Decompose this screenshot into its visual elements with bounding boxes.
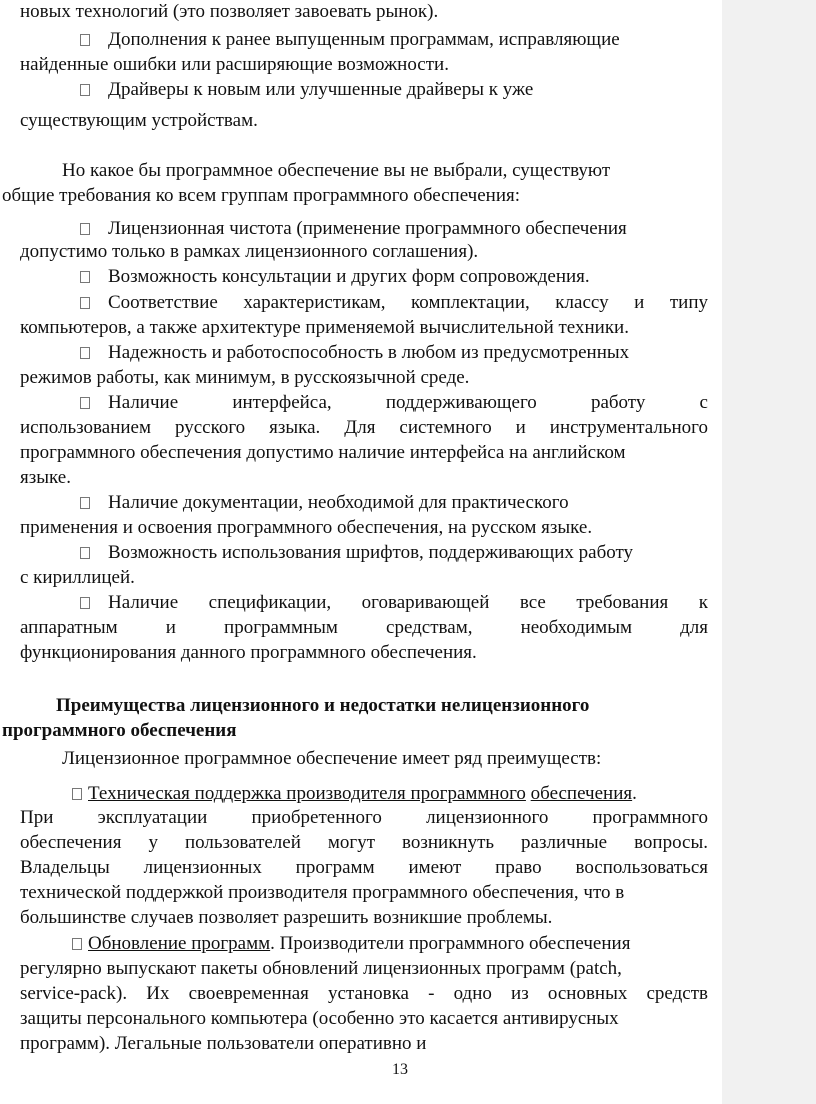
text-line: языке. xyxy=(20,467,71,488)
bullet-item: Соответствие характеристикам, комплектации, классу и типу xyxy=(20,291,708,315)
text-line: регулярно выпускают пакеты обновлений лицензионных программ (patch, xyxy=(20,958,622,979)
text-line: общие требования ко всем группам программного обеспечения: xyxy=(2,185,521,206)
underlined-term: Обновление программ xyxy=(88,933,271,954)
bullet-icon xyxy=(80,84,90,96)
bullet-item: Возможность использования шрифтов, поддерживающих работу xyxy=(80,541,633,565)
text-line: компьютеров, а также архитектуре применяемой вычислительной техники. xyxy=(20,317,629,338)
bullet-item: Надежность и работоспособность в любом из предусмотренных xyxy=(80,341,629,365)
bullet-icon xyxy=(80,297,90,309)
text-line: применения и освоения программного обеспечения, на русском языке. xyxy=(20,517,593,538)
text-line: с кириллицей. xyxy=(20,567,135,588)
bullet-item: Лицензионная чистота (применение программного обеспечения xyxy=(80,217,627,241)
text-line: технической поддержкой производителя программного обеспечения, что в xyxy=(20,882,625,903)
underlined-term: обеспечения xyxy=(530,783,633,804)
bullet-icon xyxy=(72,938,82,950)
text-line: использованием русского языка. Для системного и инструментального xyxy=(20,417,708,438)
bullet-icon xyxy=(80,271,90,283)
text-line: существующим устройствам. xyxy=(20,110,258,131)
bullet-icon xyxy=(80,497,90,509)
text-line: новых технологий (это позволяет завоевать рынок). xyxy=(20,1,439,22)
section-heading: Преимущества лицензионного и недостатки нелицензионного xyxy=(56,695,590,716)
text-line: найденные ошибки или расширяющие возможности. xyxy=(20,54,449,75)
bullet-icon xyxy=(80,347,90,359)
text-line: программ). Легальные пользователи оперативно и xyxy=(20,1033,427,1054)
bullet-icon xyxy=(80,223,90,235)
text-line: режимов работы, как минимум, в русскоязычной среде. xyxy=(20,367,470,388)
text-line: Лицензионное программное обеспечение имеет ряд преимуществ: xyxy=(62,748,602,769)
text-line: большинстве случаев позволяет разрешить возникшие проблемы. xyxy=(20,907,553,928)
text-line: Но какое бы программное обеспечение вы не выбрали, существуют xyxy=(62,160,611,181)
section-heading-continued: программного обеспечения xyxy=(2,720,237,741)
page-number: 13 xyxy=(392,1061,408,1078)
bullet-item: Драйверы к новым или улучшенные драйверы к уже xyxy=(80,78,533,102)
bullet-icon xyxy=(80,597,90,609)
text-line: Владельцы лицензионных программ имеют право воспользоваться xyxy=(20,857,708,878)
bullet-item: Наличие спецификации, оговаривающей все требования к xyxy=(20,591,708,615)
bullet-icon xyxy=(80,34,90,46)
bullet-item: Техническая поддержка производителя программного обеспечения. xyxy=(72,782,637,806)
side-margin-strip xyxy=(722,0,816,1104)
text-line: обеспечения у пользователей могут возникнуть различные вопросы. xyxy=(20,832,708,853)
text-line: аппаратным и программным средствам, необходимым для xyxy=(20,617,708,638)
underlined-term: Техническая поддержка производителя программного xyxy=(88,783,526,804)
text-line: функционирования данного программного обеспечения. xyxy=(20,642,477,663)
bullet-item: Дополнения к ранее выпущенным программам, исправляющие xyxy=(80,28,620,52)
text-line: допустимо только в рамках лицензионного соглашения). xyxy=(20,241,479,262)
bullet-item: Обновление программ. Производители программного обеспечения xyxy=(72,932,630,956)
text-line: service-pack). Их своевременная установка - одно из основных средств xyxy=(20,983,708,1004)
text-line: При эксплуатации приобретенного лицензионного программного xyxy=(20,807,708,828)
bullet-icon xyxy=(80,397,90,409)
text-line: защиты персонального компьютера (особенно это касается антивирусных xyxy=(20,1008,619,1029)
bullet-icon xyxy=(72,788,82,800)
bullet-item: Наличие интерфейса, поддерживающего работу с xyxy=(20,391,708,415)
bullet-item: Наличие документации, необходимой для практического xyxy=(80,491,569,515)
bullet-icon xyxy=(80,547,90,559)
bullet-item: Возможность консультации и других форм сопровождения. xyxy=(80,265,590,289)
text-line: программного обеспечения допустимо наличие интерфейса на английском xyxy=(20,442,626,463)
